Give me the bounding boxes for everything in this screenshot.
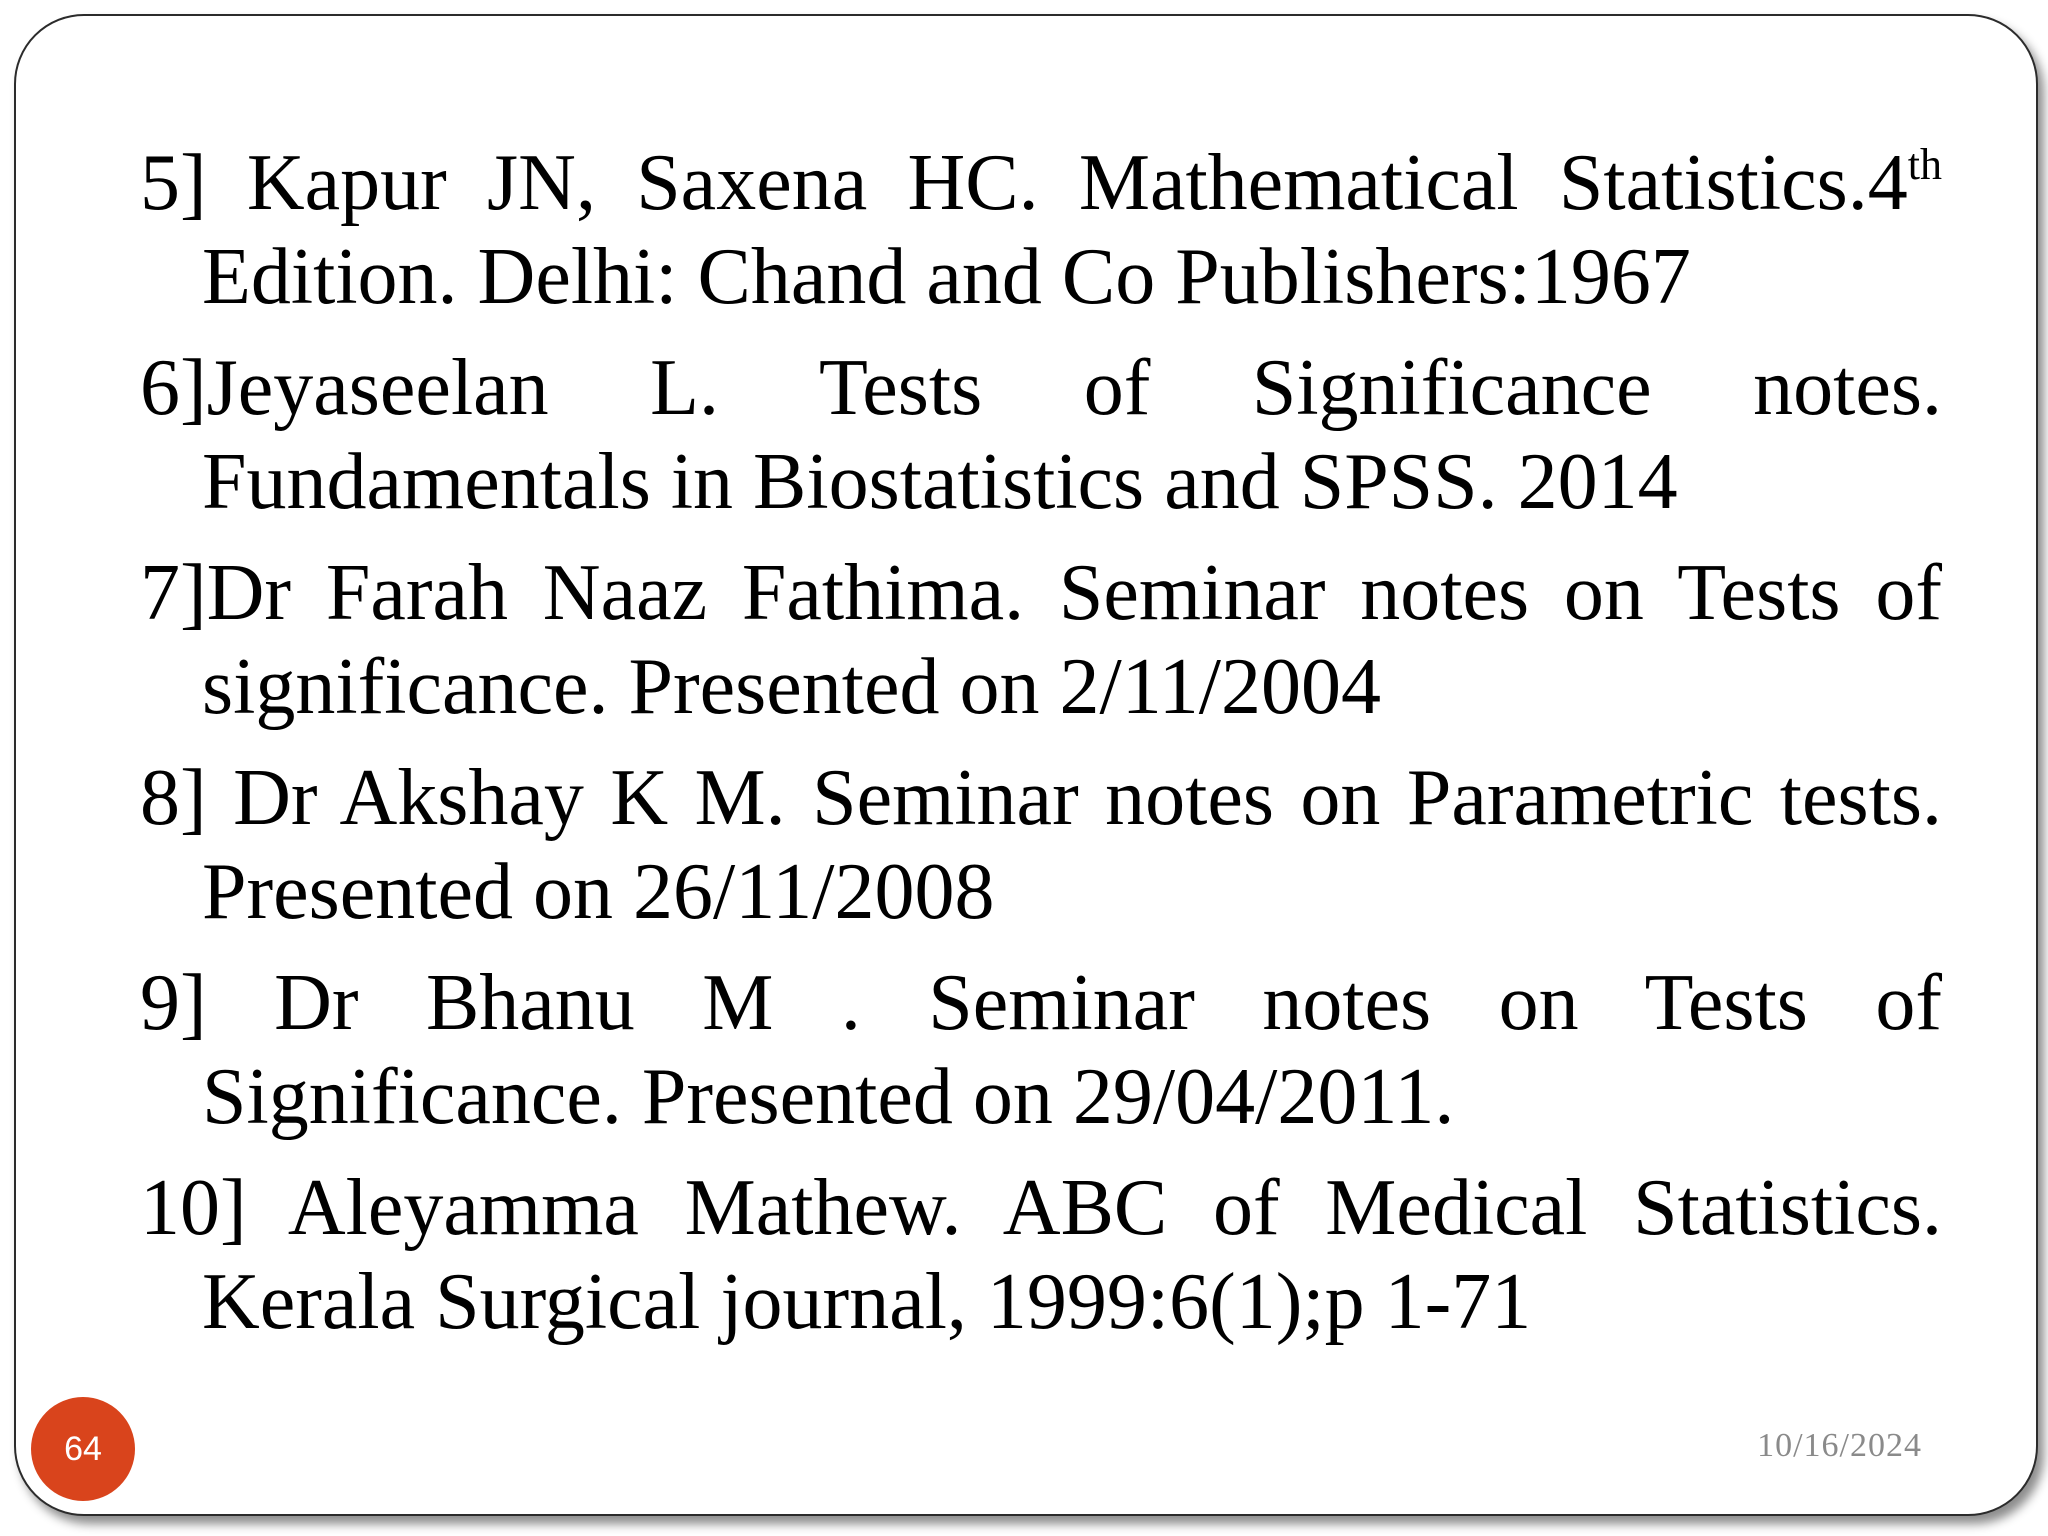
reference-text-tail: Edition. Delhi: Chand and Co Publishers:1967	[202, 233, 1691, 321]
reference-list	[140, 136, 1942, 1366]
slide-frame	[14, 14, 2038, 1516]
reference-item-8	[140, 751, 1942, 939]
slide-number-badge	[31, 1397, 135, 1501]
reference-text: 6]Jeyaseelan L. Tests of Significance notes. Fundamentals in Biostatistics and SPSS. 2014	[140, 344, 1942, 526]
reference-text: 7]Dr Farah Naaz Fathima. Seminar notes on Tests of significance. Presented on 2/11/2004	[140, 549, 1942, 731]
reference-item-9	[140, 956, 1942, 1144]
reference-text: 8] Dr Akshay K M. Seminar notes on Parametric tests. Presented on 26/11/2008	[140, 754, 1942, 936]
reference-text: 9] Dr Bhanu M . Seminar notes on Tests of Significance. Presented on 29/04/2011.	[140, 959, 1942, 1141]
reference-text: 5] Kapur JN, Saxena HC. Mathematical Statistics.4	[140, 139, 1908, 227]
slide-date: 10/16/2024	[1757, 1427, 1922, 1464]
reference-item-7	[140, 546, 1942, 734]
reference-item-10	[140, 1161, 1942, 1349]
reference-text: 10] Aleyamma Mathew. ABC of Medical Statistics. Kerala Surgical journal, 1999:6(1);p 1-71	[140, 1164, 1942, 1346]
ordinal-superscript: th	[1907, 140, 1942, 189]
reference-item-5	[140, 136, 1942, 324]
reference-item-6	[140, 341, 1942, 529]
slide-number: 64	[64, 1429, 102, 1468]
